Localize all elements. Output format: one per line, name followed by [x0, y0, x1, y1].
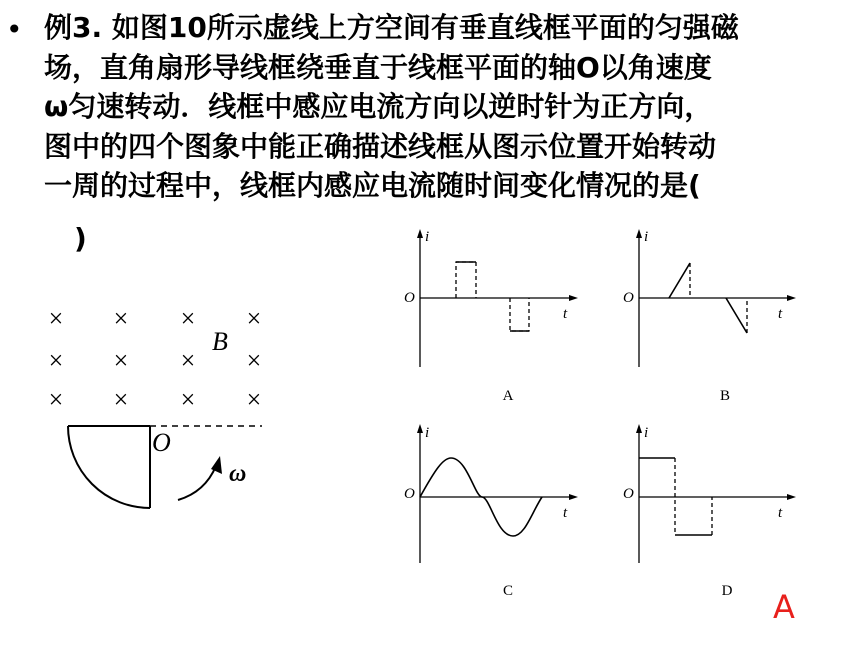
graph-b [623, 229, 796, 404]
pulse-dashed-edges [456, 262, 476, 298]
y-axis-arrow [417, 229, 423, 238]
field-label-b: B [212, 327, 228, 356]
field-cross: × [48, 385, 64, 414]
pulse-dashed-edges [510, 298, 529, 331]
x-axis-arrow [787, 295, 796, 301]
origin-label: O [404, 486, 415, 502]
x-axis-arrow [569, 295, 578, 301]
graph-caption: C [502, 583, 514, 599]
origin-label: O [623, 290, 634, 306]
field-cross: × [113, 304, 129, 333]
answer-label: A [773, 588, 795, 626]
x-axis-arrow [569, 494, 578, 500]
rotation-arrow [178, 466, 216, 500]
graph-caption: B [719, 388, 731, 404]
graph-a [404, 229, 578, 404]
graph-d [623, 424, 796, 599]
question-line-2: 场，直角扇形导线框绕垂直于线框平面的轴O以角速度 [44, 50, 712, 84]
x-axis-label: t [563, 505, 568, 521]
field-cross: × [180, 385, 196, 414]
graph-caption: D [721, 583, 733, 599]
rising-ramp [669, 263, 690, 298]
field-cross: × [48, 346, 64, 375]
question-line-4: 图中的四个图象中能正确描述线框从图示位置开始转动 [44, 129, 717, 163]
field-cross: × [180, 304, 196, 333]
list-bullet: • [6, 13, 23, 46]
x-axis-arrow [787, 494, 796, 500]
x-axis-label: t [778, 505, 783, 521]
omega-label: ω [229, 461, 247, 487]
field-cross: × [113, 385, 129, 414]
y-axis-arrow [417, 424, 423, 433]
x-axis-label: t [563, 306, 568, 322]
y-axis-arrow [636, 424, 642, 433]
field-cross: × [180, 346, 196, 375]
y-axis-label: i [644, 425, 649, 441]
field-cross: × [48, 304, 64, 333]
question-line-3: ω匀速转动．线框中感应电流方向以逆时针为正方向， [44, 90, 713, 123]
question-line-1: 例3. 如图10所示虚线上方空间有垂直线框平面的匀强磁 [44, 11, 739, 44]
origin-label: O [404, 290, 415, 306]
origin-label: O [623, 486, 634, 502]
field-cross: × [246, 385, 262, 414]
question-line-5: 一周的过程中，线框内感应电流随时间变化情况的是( [44, 169, 701, 202]
sector-arc [68, 426, 150, 508]
field-cross: × [113, 346, 129, 375]
question-closing-paren: ) [74, 222, 87, 255]
axis-label-o: O [152, 428, 171, 457]
graph-caption: A [502, 388, 514, 404]
y-axis-label: i [644, 229, 649, 245]
y-axis-arrow [636, 229, 642, 238]
y-axis-label: i [425, 229, 430, 245]
field-cross: × [246, 304, 262, 333]
field-cross: × [246, 346, 262, 375]
falling-ramp [726, 298, 747, 333]
x-axis-label: t [778, 306, 783, 322]
y-axis-label: i [425, 425, 430, 441]
graph-c [404, 424, 578, 599]
magnetic-field [49, 304, 262, 414]
